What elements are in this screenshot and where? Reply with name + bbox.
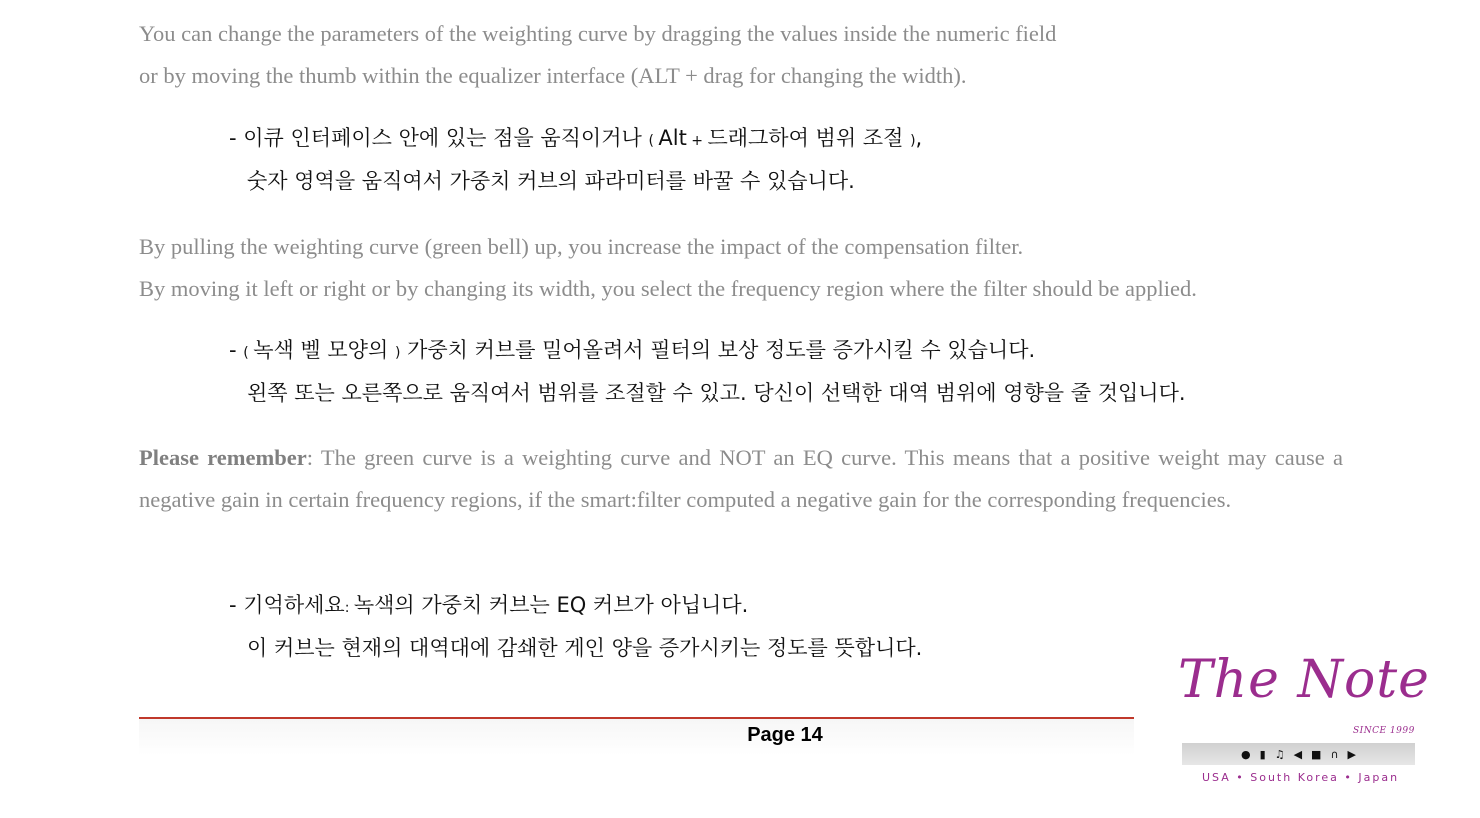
paragraph-remember-en xyxy=(139,437,1343,521)
text-line: or by moving the thumb within the equalizer interface (ALT + drag for changing the width). xyxy=(139,63,967,88)
text-fragment: 녹색의 가중치 커브는 EQ 커브가 아닙니다. xyxy=(353,593,749,617)
speaker-icon: ◀ xyxy=(1293,747,1303,761)
logo-wordmark: The Note xyxy=(1178,650,1430,710)
text-line: By moving it left or right or by changing its width, you select the frequency region where the filter should be applied. xyxy=(139,276,1197,301)
text-line: 숫자 영역을 움직여서 가중치 커브의 파라미터를 바꿀 수 있습니다. xyxy=(247,169,855,193)
paren-close: ) xyxy=(910,133,916,149)
paragraph-parameters-en xyxy=(139,13,1056,97)
text-fragment: 드래그하여 범위 조절 xyxy=(707,126,911,150)
paren-close: ) xyxy=(394,345,401,361)
dash: - xyxy=(229,338,244,362)
text-line xyxy=(229,118,922,161)
colon: : xyxy=(344,600,354,616)
paragraph-weighting-ko xyxy=(229,330,1186,413)
alt-key-label: Alt xyxy=(658,126,687,150)
footer-shade xyxy=(139,719,1134,755)
microphone-icon: ▮ xyxy=(1259,747,1266,761)
page-number: Page 14 xyxy=(747,724,823,746)
text-fragment: 녹색 벨 모양의 xyxy=(253,338,395,362)
text-line: 왼쪽 또는 오른쪽으로 움직여서 범위를 조절할 수 있고. 당신이 선택한 대역 범위에 영향을 줄 것입니다. xyxy=(247,381,1186,405)
amplifier-icon: ■ xyxy=(1311,747,1322,761)
paragraph-parameters-ko xyxy=(229,118,922,201)
logo-since: SINCE 1999 xyxy=(1353,726,1415,736)
record-icon: ● xyxy=(1241,747,1251,761)
comma: , xyxy=(915,126,923,150)
text-line: By pulling the weighting curve (green bell) up, you increase the impact of the compensation filter. xyxy=(139,234,1024,259)
text-fragment: - 기억하세요 xyxy=(229,593,345,617)
logo-icon-bar xyxy=(1182,743,1415,765)
text-line xyxy=(229,330,1186,373)
remember-label: Please remember xyxy=(139,445,307,470)
text-line xyxy=(229,585,922,628)
paragraph-weighting-en xyxy=(139,226,1197,310)
music-note-icon: ♫ xyxy=(1274,747,1285,761)
headphones-icon: ∩ xyxy=(1330,747,1339,761)
paragraph-remember-ko xyxy=(229,585,922,668)
text-fragment: 가중치 커브를 밀어올려서 필터의 보상 정도를 증가시킬 수 있습니다. xyxy=(400,338,1036,362)
text-line: 이 커브는 현재의 대역대에 감쇄한 게인 양을 증가시키는 정도를 뜻합니다. xyxy=(247,636,923,660)
logo-tagline: USA • South Korea • Japan xyxy=(1202,771,1400,784)
the-note-logo xyxy=(1170,650,1430,795)
text-block xyxy=(139,437,1343,521)
text-fragment: - 이큐 인터페이스 안에 있는 점을 움직이거나 xyxy=(229,126,649,150)
text-fragment: : The green curve is a weighting curve and NOT an EQ curve. This means that a positive weight may cause a negative gain in certain frequency regions, if the smart:filter computed a negative gain for the corresponding frequencies. xyxy=(139,445,1344,512)
footer-divider xyxy=(139,717,1134,719)
text-line: You can change the parameters of the weighting curve by dragging the values inside the numeric field xyxy=(139,21,1057,46)
plus-sign: + xyxy=(686,133,708,149)
paren-open: ( xyxy=(243,345,254,361)
play-icon: ▶ xyxy=(1347,747,1356,761)
paren-open: ( xyxy=(648,133,659,149)
